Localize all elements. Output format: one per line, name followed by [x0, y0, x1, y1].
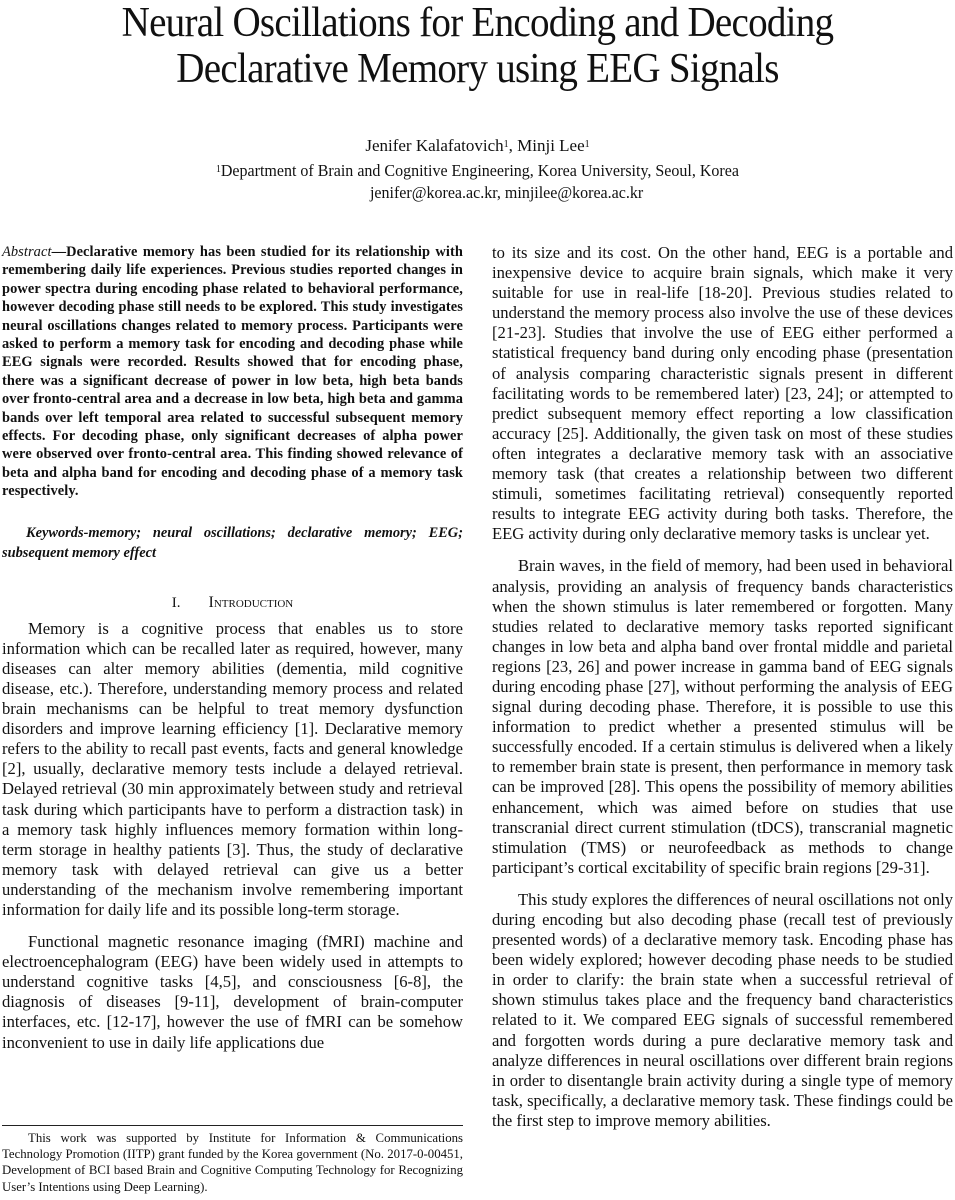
paper-title: [33, 0, 921, 92]
section-heading-introduction: [2, 593, 463, 613]
abstract-label: Abstract: [2, 244, 52, 260]
affiliation-text: Department of Brain and Cognitive Engineering, Korea University, Seoul, Korea: [220, 161, 739, 180]
affiliation: [14, 161, 940, 181]
affiliation-mark: 1: [584, 139, 590, 150]
author-list: [0, 136, 955, 156]
footnote-divider: [2, 1125, 463, 1126]
abstract: [2, 243, 463, 501]
title-line-2: Declarative Memory using EEG Signals: [176, 46, 779, 92]
title-line-1: Neural Oscillations for Encoding and Decoding: [121, 0, 834, 46]
affiliation-mark: 1: [503, 139, 509, 150]
author-separator: ,: [508, 136, 518, 155]
author-name: Minji Lee: [517, 136, 585, 155]
funding-footnote: This work was supported by Institute for Information & Communications Technology Promotion (IITP) grant funded by the Korea government (No. 2017-0-00451, Development of BCI based Brain and Cognitive Computing Technology for Recognizing User’s Intentions using Deep Learning).: [2, 1131, 463, 1194]
body-paragraph: to its size and its cost. On the other hand, EEG is a portable and inexpensive device to acquire brain signals, which make it very suitable for use in real-life [18-20]. Previous studies related to understand the memory process also involve the use of these devices [21-23]. Studies that involve the use of EEG either performed a statistical frequency band during only encoding phase (presentation of analysis comparing characteristic signals present in different facilitating words to be remembered later) [23, 24]; or attempted to predict subsequent memory effect reporting a low classification accuracy [25]. Additionally, the given task on most of these studies often integrates a declarative memory task with an associative memory task (that creates a relationship between two different stimuli, sometimes facilitating retrieval) consequently reported results to integrate EEG activity during both tasks. Therefore, the EEG activity during only declarative memory tasks is unclear yet.: [492, 243, 953, 544]
body-paragraph: Functional magnetic resonance imaging (fMRI) machine and electroencephalogram (EEG) have been widely used in attempts to understand cognitive tasks [4,5], and consciousness [6-8], the diagnosis of diseases [9-11], development of brain-computer interfaces, etc. [12-17], however the use of fMRI can be somehow inconvenient to use in daily life applications due: [2, 932, 463, 1052]
section-number: I.: [171, 594, 181, 611]
keywords: Keywords-memory; neural oscillations; declarative memory; EEG; subsequent memory effect: [2, 524, 463, 561]
abstract-text: Declarative memory has been studied for its relationship with remembering daily life experiences. Previous studies reported changes in power spectra during encoding phase related to behavioral performance, however decoding phase still needs to be explored. This study investigates neural oscillations changes related to memory process. Participants were asked to perform a memory task for encoding and decoding phase while EEG signals were recorded. Results showed that for encoding phase, there was a significant decrease of power in low beta, high beta bands over fronto-central area and a decrease in low beta, high beta and gamma bands over left temporal area related to successful subsequent memory effects. For decoding phase, only significant decreases of alpha power were observed over fronto-central area. This finding showed relevance of beta and alpha band for encoding and decoding phase of a memory task respectively.: [2, 244, 463, 500]
body-paragraph: This study explores the differences of neural oscillations not only during encoding but also decoding phase (recall test of previously presented words) of a declarative memory task. Encoding phase has been widely explored; however decoding phase needs to be studied in order to clarify: the brain state when a successful retrieval of shown stimulus takes place and the frequency band characteristics related to it. We compared EEG signals of successful remembered and forgotten words during a pure declarative memory task and analyze differences in neural oscillations over different brain regions in order to disentangle brain activity during a single type of memory task, specifically, a declarative memory task. These findings could be the first step to improve memory abilities.: [492, 889, 953, 1130]
affiliation-mark: 1: [216, 164, 221, 175]
body-paragraph: Brain waves, in the field of memory, had been used in behavioral analysis, providing an analysis of frequency bands characteristics when the shown stimulus is later remembered or forgotten. Many studies related to declarative memory tasks reported significant changes in low beta and alpha band over frontal middle and parietal regions [23, 26] and power increase in gamma band of EEG signals during encoding phase [27], without performing the analysis of EEG signal during decoding phase. Therefore, it is possible to use this information to predict whether a presented stimulus will be successfully encoded. If a certain stimulus is delivered when a likely to remember brain state is present, then performance in memory task can be improved [28]. This opens the possibility of memory abilities enhancement, which was aimed before on studies that use transcranial direct current stimulation (tDCS), transcranial magnetic stimulation (TMS) or neurofeedback as methods to change participant’s cortical excitability of specific brain regions [29-31].: [492, 556, 953, 877]
body-paragraph: Memory is a cognitive process that enables us to store information which can be recalled later as required, however, many diseases can alter memory abilities (dementia, mild cognitive disease, etc.). Therefore, understanding memory process and related brain mechanisms can be helpful to treat memory dysfunction disorders and improve learning efficiency [1]. Declarative memory refers to the ability to recall past events, facts and general knowledge [2], usually, declarative memory tests include a delayed retrieval. Delayed retrieval (30 min approximately between study and retrieval task during which participants have to perform a distraction task) in a memory task highly influences memory formation within long-term storage in healthy patients [3]. Thus, the study of declarative memory task with delayed retrieval can give us a better understanding of the mechanism involve remembering important information for daily life and its possible long-term storage.: [2, 618, 463, 919]
section-title: Introduction: [208, 593, 294, 611]
author-name: Jenifer Kalafatovich: [365, 136, 504, 155]
abstract-dash: —: [51, 244, 67, 260]
right-column: [492, 243, 953, 1131]
author-emails: jenifer@korea.ac.kr, minjilee@korea.ac.kr: [369, 183, 644, 202]
left-column: [2, 243, 463, 1053]
